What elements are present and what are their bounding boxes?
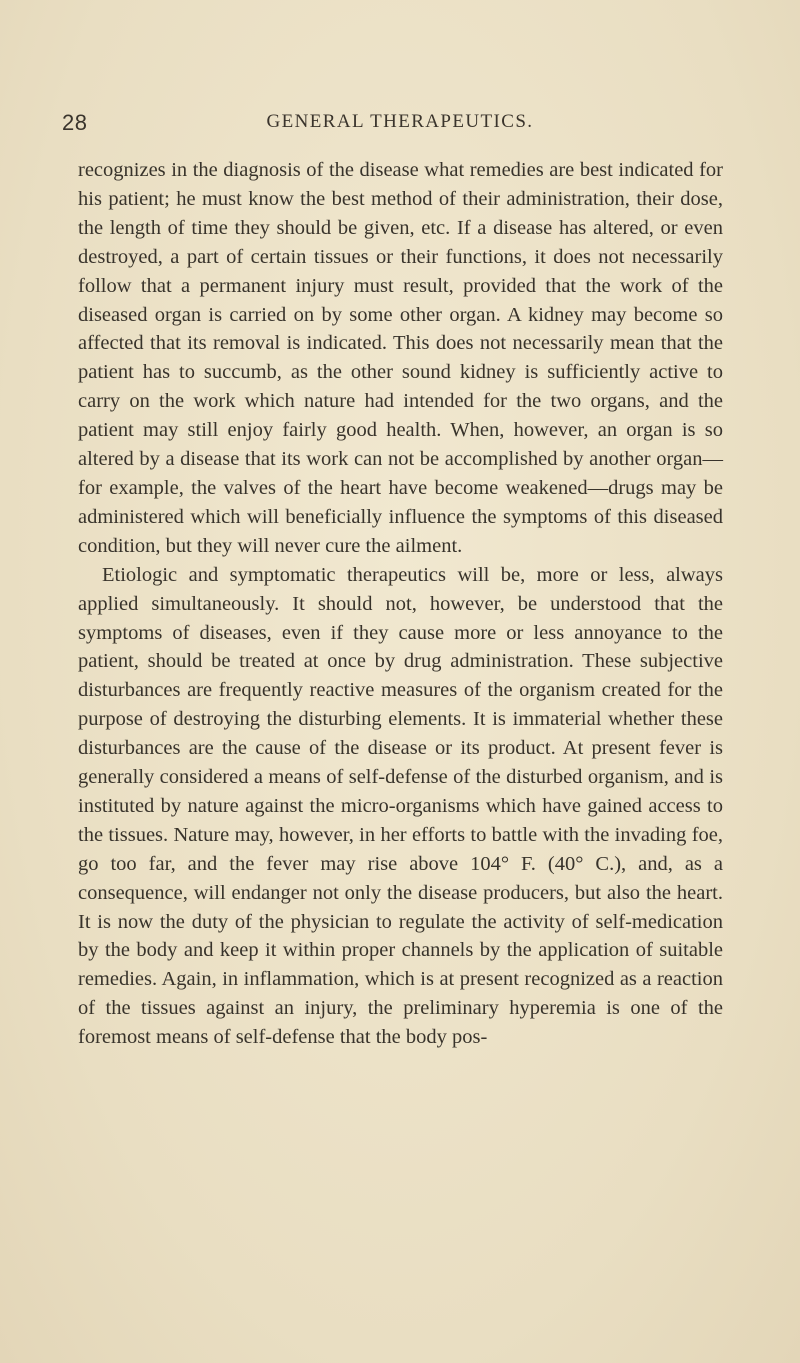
paragraph-etiologic: Etiologic and symptomatic therapeutics will be, more or less, always applied simultaneously. It should not, however, be understood that the symptoms of diseases, even if they cause more or less annoyance to the patient, should be treated at once by drug administration. These subjective disturbances are frequently reactive measures of the organism created for the purpose of destroying the disturbing elements. It is immaterial whether these disturbances are the cause of the disease or its product. At present fever is generally considered a means of self-defense of the disturbed organism, and is instituted by nature against the micro-organisms which have gained access to the tissues. Nature may, however, in her efforts to battle with the invading foe, go too far, and the fever may rise above 104° F. (40° C.), and, as a consequence, will endanger not only the disease producers, but also the heart. It is now the duty of the physician to regulate the activity of self-medication by the body and keep it within proper channels by the application of suitable remedies. Again, in inflammation, which is at present recognized as a reaction of the tissues against an injury, the preliminary hyperemia is one of the foremost means of self-defense that the body pos-	[78, 563, 723, 1049]
paragraph-continued: recognizes in the diagnosis of the disease what remedies are best indicated for his patient; he must know the best method of their administration, their dose, the length of time they should be given, etc. If a disease has altered, or even destroyed, a part of certain tissues or their functions, it does not necessarily follow that a permanent injury must result, provided that the work of the diseased organ is carried on by some other organ. A kidney may become so affected that its removal is indicated. This does not necessarily mean that the patient has to succumb, as the other sound kidney is sufficiently active to carry on the work which nature had intended for the two organs, and the patient may still enjoy fairly good health. When, however, an organ is so altered by a disease that its work can not be accomplished by another organ—for example, the valves of the heart have become weakened—drugs may be administered which will beneficially influence the symptoms of this diseased condition, but they will never cure the ailment.	[78, 159, 723, 557]
running-head: GENERAL THERAPEUTICS.	[266, 111, 534, 132]
body-text	[78, 156, 723, 1052]
page-header	[62, 100, 738, 140]
page-number: 28	[62, 110, 88, 135]
